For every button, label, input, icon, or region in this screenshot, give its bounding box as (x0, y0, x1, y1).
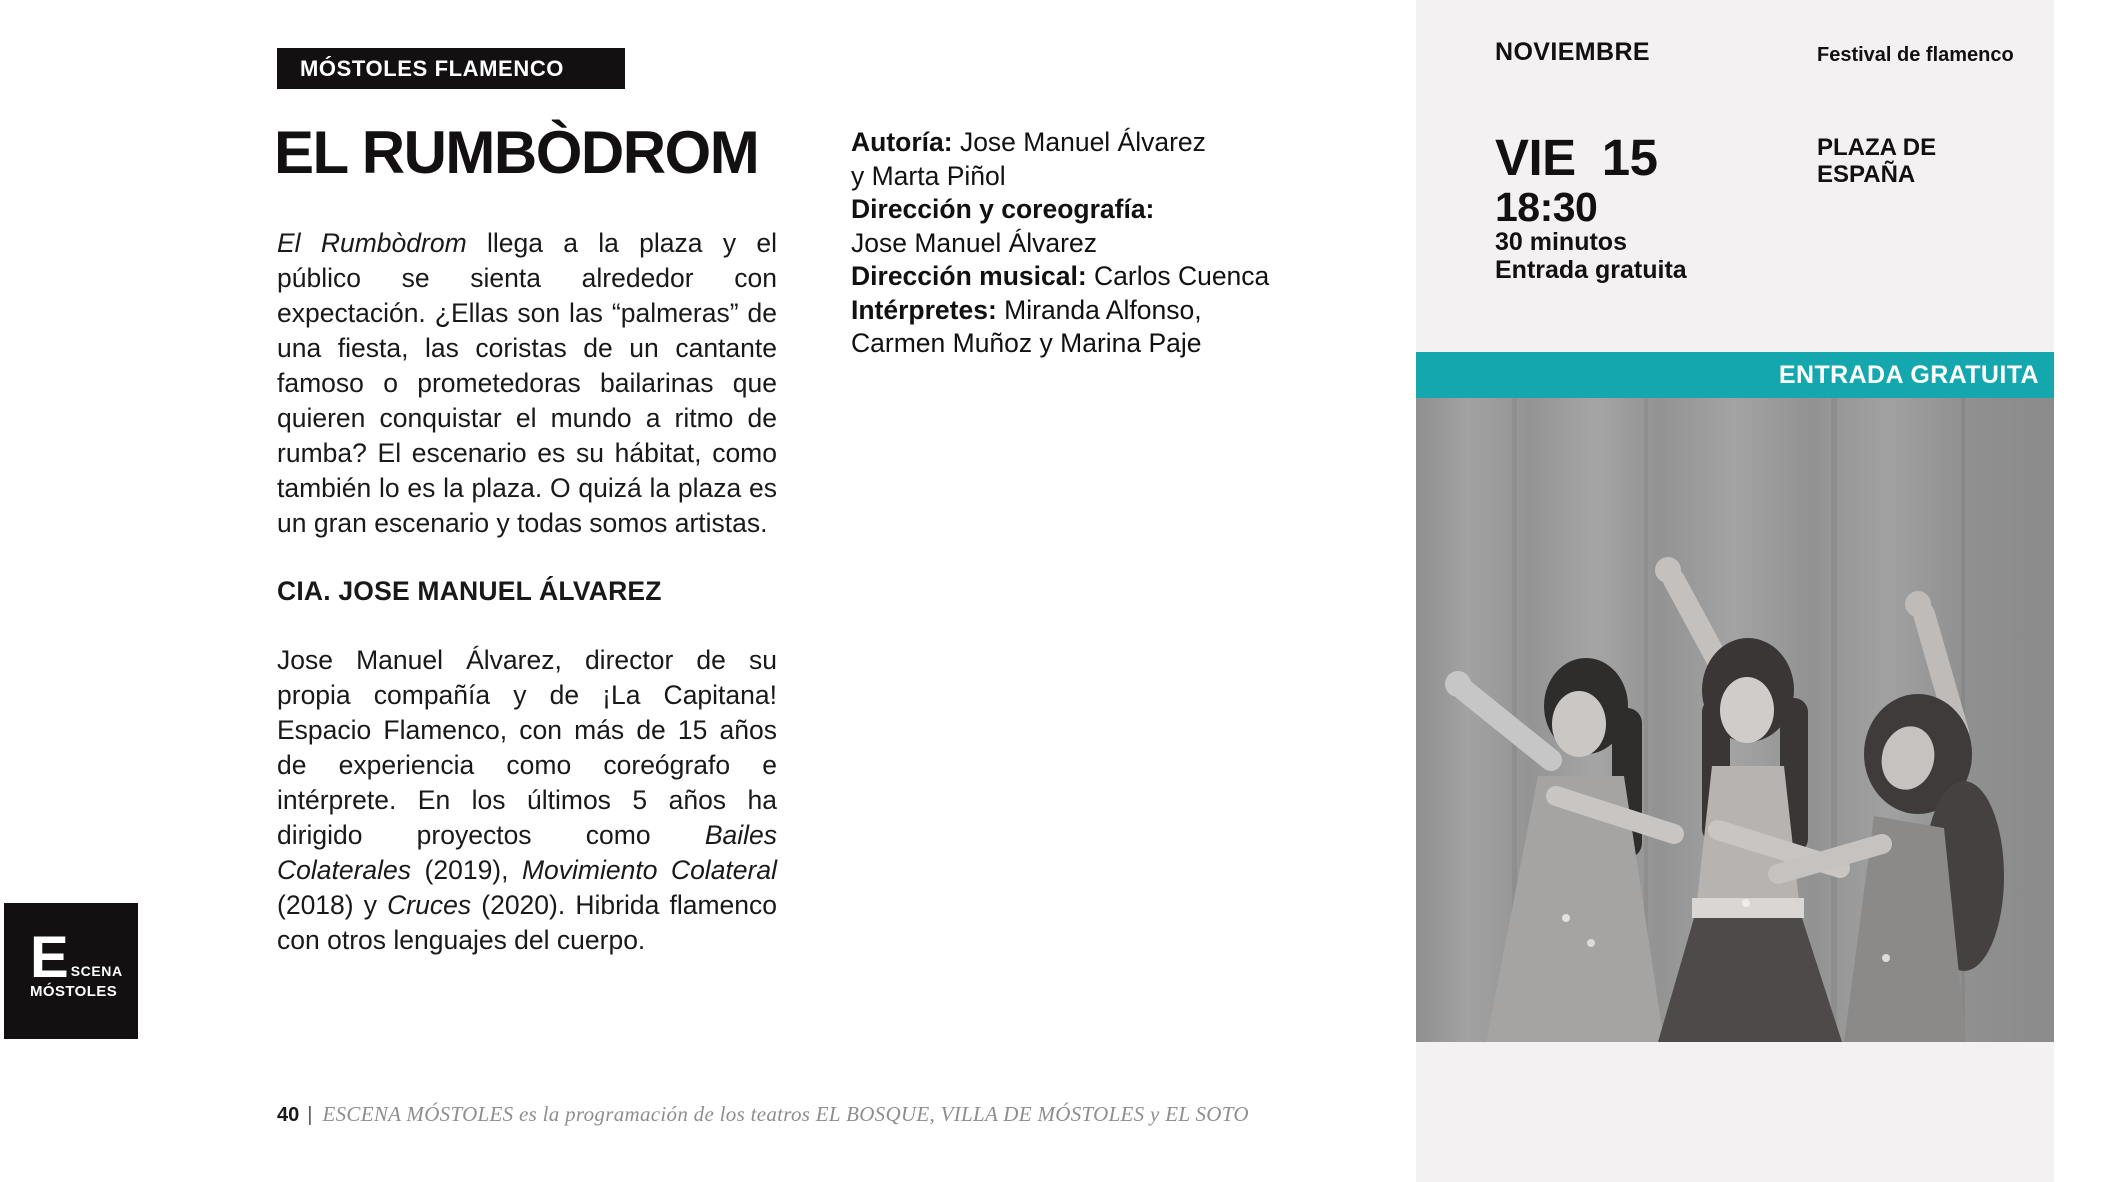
credit-value: Jose Manuel Álvarez (851, 227, 1097, 258)
description-column (277, 226, 777, 958)
free-entry-banner: ENTRADA GRATUITA (1416, 352, 2054, 398)
page-number: 40 (277, 1104, 300, 1126)
page-footer (277, 1102, 1249, 1127)
event-day-number: 15 (1601, 129, 1658, 186)
event-month: NOVIEMBRE (1495, 38, 1651, 66)
bio-text: (2019), (411, 855, 522, 885)
footer-separator: | (307, 1104, 313, 1126)
event-photo (1416, 398, 2054, 1042)
event-panel (1416, 0, 2054, 1182)
bio-text: Jose Manuel Álvarez, director de su propia compañía y de ¡La Capitana! Espacio Flamenco, con más de 15 años de experiencia como coreógrafo e intérprete. En los últimos 5 años ha dirigido proyectos como (277, 645, 777, 850)
credit-line (851, 193, 1321, 227)
credit-value: y Marta Piñol (851, 160, 1006, 191)
credit-value: Jose Manuel Álvarez (952, 127, 1206, 157)
work-title-italic: Bailes Colaterales (277, 820, 777, 885)
logo-scena-text: SCENA (70, 963, 123, 980)
intro-text: llega a la plaza y el público se sienta alrededor con expectación. ¿Ellas son las “palmeras” de una fiesta, las coristas de un cantante famoso o prometedoras bailarinas que quieren conquistar el mundo a ritmo de rumba? El escenario es su hábitat, como también lo es la plaza. O quizá la plaza es un gran escenario y todas somos artistas. (277, 228, 777, 538)
venue-line1: PLAZA DE (1817, 134, 1937, 161)
escena-mostoles-logo (4, 903, 138, 1039)
event-day-label: VIE (1495, 129, 1576, 186)
logo-top-row (30, 925, 138, 990)
credit-line (851, 294, 1321, 328)
event-duration: 30 minutos (1495, 228, 1627, 256)
footer-text: ESCENA MÓSTOLES es la programación de los teatros EL BOSQUE, VILLA DE MÓSTOLES y EL SOTO (322, 1102, 1249, 1126)
logo-initial: E (30, 925, 69, 990)
venue-line2: ESPAÑA (1817, 161, 1916, 188)
show-name-italic: El Rumbòdrom (277, 228, 467, 258)
bio-text: (2020). Hibrida flamenco con otros lenguajes del cuerpo. (277, 890, 778, 955)
company-subheading: CIA. JOSE MANUEL ÁLVAREZ (277, 576, 662, 606)
logo-mostoles-text: MÓSTOLES (30, 983, 118, 1001)
credit-value: Carmen Muñoz y Marina Paje (851, 328, 1202, 358)
credit-label: Intérpretes: (851, 294, 997, 325)
page-title: EL RUMBÒDROM (274, 119, 759, 186)
work-title-italic: Movimiento Colateral (521, 855, 777, 885)
credit-label: Dirección musical: (851, 261, 1087, 291)
credit-line (851, 160, 1321, 194)
credit-line (851, 227, 1321, 261)
credit-line (851, 260, 1321, 294)
section-badge: MÓSTOLES FLAMENCO (277, 48, 625, 89)
company-paragraph (277, 643, 777, 958)
event-day (1495, 128, 1657, 187)
credits-column (851, 126, 1321, 361)
event-admission: Entrada gratuita (1495, 256, 1687, 284)
credit-value: Carlos Cuenca (1086, 261, 1270, 291)
event-time: 18:30 (1495, 184, 1598, 230)
intro-paragraph (277, 226, 777, 541)
credit-label: Dirección y coreografía: (851, 194, 1155, 224)
festival-name: Festival de flamenco (1817, 44, 2014, 66)
credit-line (851, 126, 1321, 160)
credit-line (851, 327, 1321, 361)
work-title-italic: Cruces (387, 890, 472, 920)
event-venue (1817, 134, 1936, 188)
credit-label: Autoría: (851, 127, 953, 157)
bio-text: (2018) y (277, 890, 388, 920)
credit-value: Miranda Alfonso, (996, 294, 1202, 325)
